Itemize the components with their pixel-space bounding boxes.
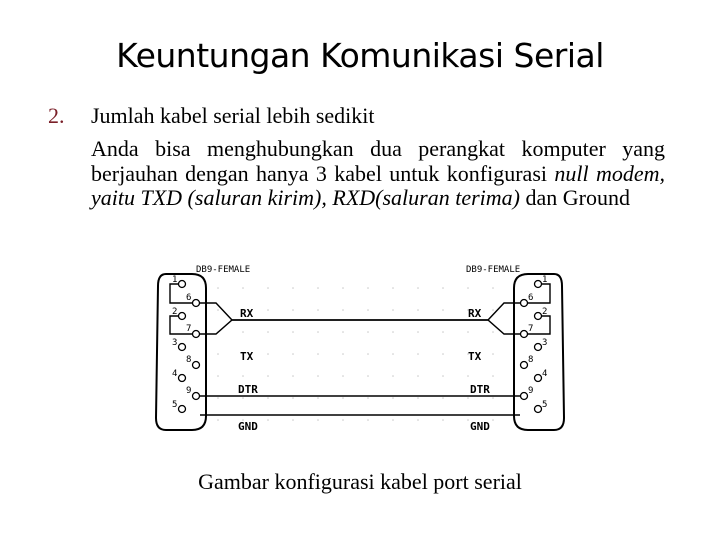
left-pin-9: 9 [186, 386, 192, 396]
item-heading: Jumlah kabel serial lebih sedikit [91, 103, 375, 128]
right-pin-3: 3 [542, 338, 548, 348]
left-rx-label: RX [240, 307, 254, 320]
right-pin-5: 5 [542, 400, 548, 410]
paragraph-italic: null modem, yaitu TXD (saluran kirim), RXD(saluran terima) [91, 160, 665, 210]
right-connector-label: DB9-FEMALE [466, 265, 521, 275]
right-pin-4: 4 [542, 369, 548, 379]
left-pin-6: 6 [186, 293, 192, 303]
right-tx-label: TX [468, 350, 482, 363]
null-modem-diagram [148, 258, 572, 440]
right-dtr-label: DTR [470, 383, 490, 396]
right-gnd-label: GND [470, 420, 490, 433]
right-rx-label: RX [468, 307, 482, 320]
left-pin-1: 1 [172, 275, 178, 285]
right-pin-9: 9 [528, 386, 534, 396]
right-pin-2: 2 [542, 307, 548, 317]
right-pin-1: 1 [542, 275, 548, 285]
item-number: 2. [48, 103, 65, 128]
left-pin-3: 3 [172, 338, 178, 348]
left-pin-5: 5 [172, 400, 178, 410]
left-connector-label: DB9-FEMALE [196, 265, 251, 275]
diagram-caption: Gambar konfigurasi kabel port serial [198, 469, 522, 494]
left-pin-2: 2 [172, 307, 178, 317]
left-tx-label: TX [240, 350, 254, 363]
paragraph-text-1: Anda bisa menghubungkan dua perangkat komputer yang berjauhan dengan hanya 3 kabel untuk konfigurasi [91, 136, 665, 186]
left-pin-8: 8 [186, 355, 192, 365]
left-dtr-label: DTR [238, 383, 258, 396]
right-pin-8: 8 [528, 355, 534, 365]
left-pin-7: 7 [186, 324, 192, 334]
left-pin-4: 4 [172, 369, 178, 379]
left-gnd-label: GND [238, 420, 258, 433]
right-pin-6: 6 [528, 293, 534, 303]
dot-grid [217, 287, 494, 421]
slide-title: Keuntungan Komunikasi Serial [116, 36, 604, 75]
item-paragraph [91, 137, 665, 211]
paragraph-text-2: dan Ground [519, 185, 630, 210]
right-pin-7: 7 [528, 324, 534, 334]
